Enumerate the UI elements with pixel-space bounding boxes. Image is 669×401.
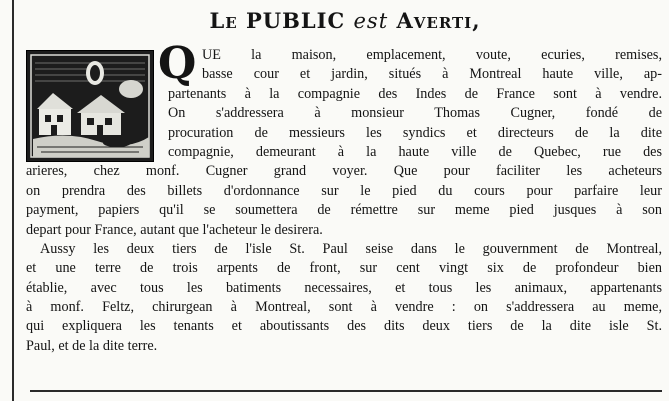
headline-averti: Averti, [396,8,481,33]
text-line: arieres, chez monf. Cugner grand voyer. Que pour faciliter les acheteurs [26,163,662,180]
text-line: et une terre de trois arpents de front, sur cent vingt six de profondeur bien [26,260,662,277]
headline-public: PUBLIC [246,8,346,33]
text-line: on prendra des billets d'ordonnance sur le pied du cours pour parfaire leur [26,182,662,199]
text-line: partenants à la compagnie des Indes de France sont à vendre. [168,85,662,102]
text-line: Paul, et de la dite terre. [26,337,158,354]
paragraph-2 [22,240,662,356]
headline-le: Le [209,8,238,33]
left-column-rule [12,0,14,401]
notice-body [22,38,662,356]
bottom-rule [30,390,662,392]
drop-cap-letter: Q [158,38,197,89]
text-line: UE la maison, emplacement, voute, ecuries, remises, [202,47,662,63]
house-woodcut-icon [26,50,154,162]
text-line: procuration de messieurs les syndics et directeurs de la dite [168,124,662,141]
headline-est: est [353,9,389,33]
text-line: On s'addressera à monsieur Thomas Cugner, fondé de [168,105,662,122]
text-line: à monf. Feltz, chirurgean à Montreal, sont à vendre : on s'addressera au meme, [26,299,662,316]
text-line: compagnie, demeurant à la haute ville de Quebec, rue des [168,143,662,160]
text-line: payment, papiers qu'il se soumettera de rémettre sur meme pied jusques à son [26,202,662,219]
text-line: établie, avec tous les batiments necessaires, et tous les animaux, appartenants [26,279,662,296]
text-line: depart pour France, autant que l'acheteur le desirera. [26,221,323,238]
text-line: basse cour et jardin, situés à Montreal haute ville, ap- [202,66,662,83]
public-notice [22,6,662,356]
notice-headline [28,6,662,36]
text-line: qui expliquera les tenants et aboutissants des dits deux tiers de la dite isle St. [26,318,662,335]
text-line: Aussy les deux tiers de l'isle St. Paul seise dans le gouvernment de Montreal, [40,240,662,257]
